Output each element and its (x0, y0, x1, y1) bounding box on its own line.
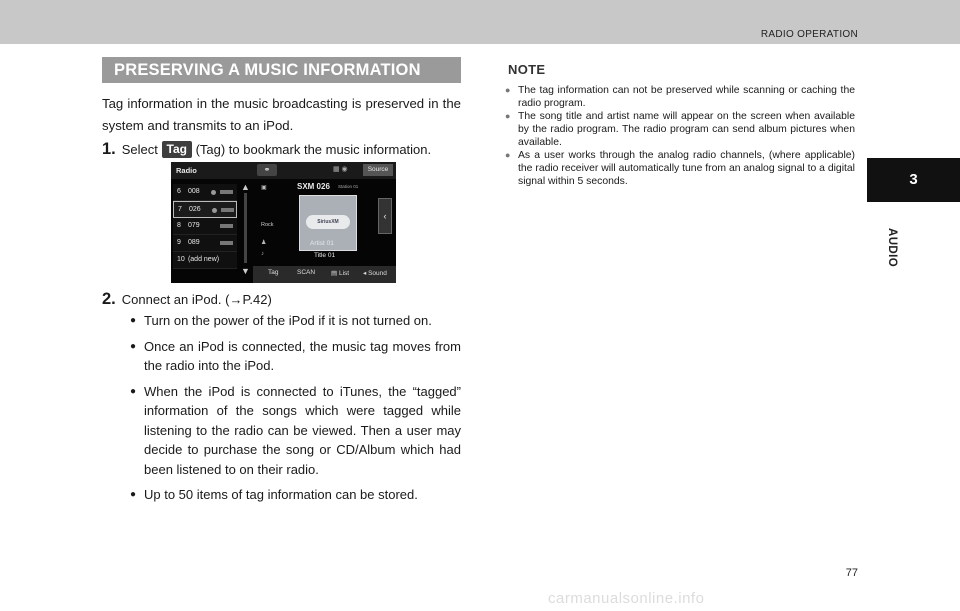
tag-button-label: Tag (162, 141, 192, 158)
watermark: carmanualsonline.info (548, 590, 705, 607)
scroll-down-icon: ▼ (241, 266, 250, 276)
status-icons: ▦ ◉ (333, 166, 348, 173)
source-button: Source (363, 164, 393, 176)
step-number: 2. (102, 290, 116, 308)
bullet-item: ● When the iPod is connected to iTunes, the “tagged” information of the songs which were tagged while listening to the radio can be viewed. Then a user may decide to purchase the song or CD/Album which had been listened to on their radio. (130, 382, 461, 480)
preset-item: 10 (add new) (173, 252, 237, 269)
sirius-logo: SiriusXM (306, 215, 350, 229)
genre-label: Rock (261, 222, 274, 228)
step-text-before: Select (121, 142, 162, 157)
song-title: Title 01 (314, 252, 336, 259)
scroll-up-icon: ▲ (241, 182, 250, 192)
chapter-label: AUDIO (886, 228, 898, 268)
note-list (505, 84, 855, 188)
step-text: Connect an iPod. (→P.42) (121, 292, 272, 307)
station-subtitle: Station 01 (338, 184, 359, 189)
sound-soft-button: ◂ Sound (363, 270, 387, 277)
list-icon: ▤ (331, 270, 338, 277)
page-title: PRESERVING A MUSIC INFORMATION (102, 57, 461, 83)
link-icon: ⚭ (257, 164, 277, 176)
preset-item-selected: 7 026 (173, 201, 237, 218)
step-text-after: (Tag) to bookmark the music information. (191, 142, 432, 157)
step-2 (102, 290, 272, 309)
radio-screen-illustration (171, 162, 396, 283)
list-soft-button: ▤ List (331, 270, 350, 277)
step-number: 1. (102, 140, 116, 158)
scrollbar (244, 193, 247, 263)
note-item: ● The tag information can not be preserved while scanning or caching the radio program. (505, 84, 855, 110)
step-1 (102, 140, 431, 159)
bullet-item: ● Up to 50 items of tag information can be stored. (130, 485, 461, 505)
page-number: 77 (845, 567, 858, 579)
station-name: SXM 026 (297, 182, 330, 191)
note-title: NOTE (508, 62, 546, 77)
radio-icon: ▣ (261, 185, 267, 191)
step-2-bullets (130, 311, 461, 511)
preset-item: 9 089 (173, 235, 237, 252)
preset-item: 6 008 (173, 184, 237, 201)
music-note-icon: ♪ (261, 251, 264, 257)
note-item: ● The song title and artist name will appear on the screen when available by the radio program. The radio program can send album pictures when available. (505, 110, 855, 149)
bullet-item: ● Once an iPod is connected, the music tag moves from the radio into the iPod. (130, 337, 461, 376)
chevron-left-icon: ‹ (378, 198, 392, 234)
note-item: ● As a user works through the analog radio channels, (where applicable) the radio receiver will automatically tune from an analog signal to a digital signal within 5 seconds. (505, 149, 855, 188)
intro-paragraph: Tag information in the music broadcasting is preserved in the system and transmits to an iPod. (102, 96, 461, 133)
preset-list (173, 184, 237, 269)
speaker-icon: ◂ (363, 270, 367, 277)
tag-soft-button: Tag (268, 269, 279, 276)
section-header: RADIO OPERATION (760, 29, 858, 40)
artist-name: Artist 01 (310, 240, 334, 247)
chapter-number-tab: 3 (867, 158, 960, 202)
scan-soft-button: SCAN (297, 269, 316, 276)
preset-item: 8 079 (173, 218, 237, 235)
bullet-item: ● Turn on the power of the iPod if it is not turned on. (130, 311, 461, 331)
artist-icon: ♟ (261, 240, 267, 246)
screen-title: Radio (176, 166, 197, 175)
